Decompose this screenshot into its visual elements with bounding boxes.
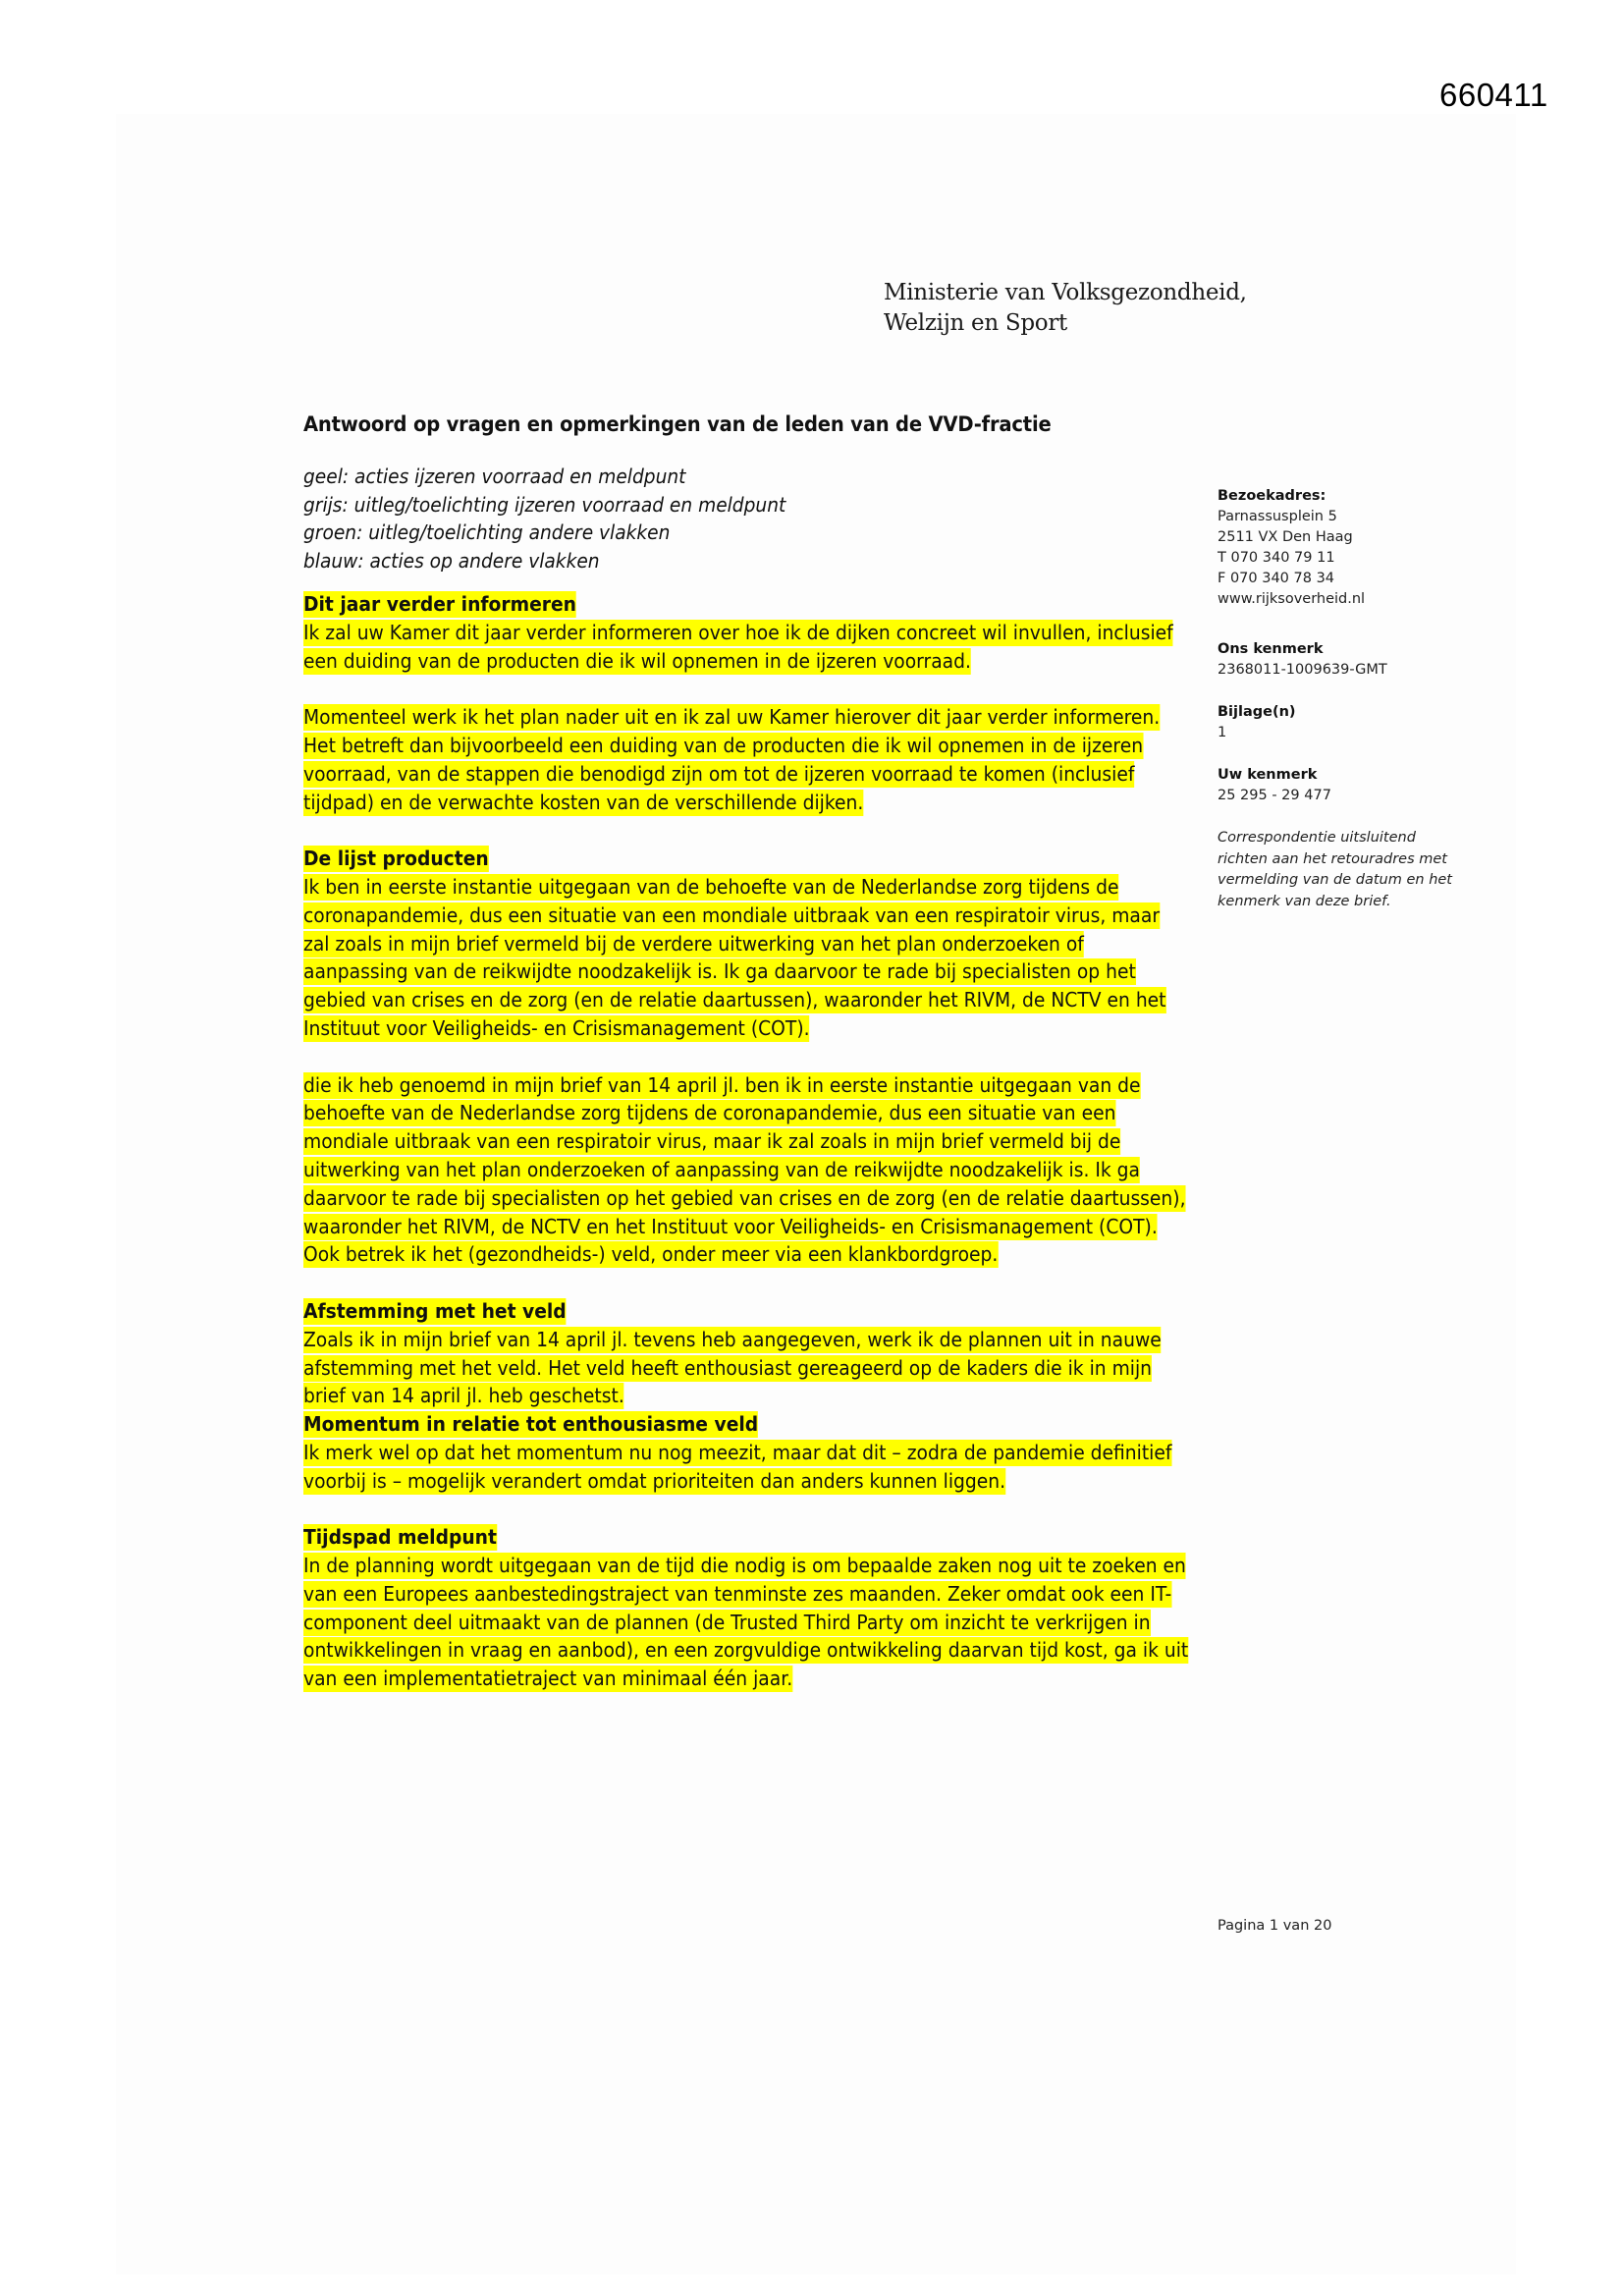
section-heading: Dit jaar verder informeren [303,592,576,616]
section-tijdspad-meldpunt [303,1523,1187,1693]
ministry-letterhead [884,278,1247,339]
phone-line: T 070 340 79 11 [1218,550,1335,566]
color-legend [303,463,1187,574]
section-heading: Afstemming met het veld [303,1298,567,1323]
section-paragraph: die ik heb genoemd in mijn brief van 14 april jl. ben ik in eerste instantie uitgegaan van de behoefte van de Nederlandse zorg tijdens de coronapandemie, dus een situatie van een mondiale uitbraak van een respiratoir virus, maar ik zal zoals in mijn brief vermeld bij de uitwerking van het plan onderzoeken of aanpassing van de reikwijdte noodzakelijk is. Ik ga daarvoor te rade bij specialisten op het gebied van crises en de zorg (en de relatie daartussen), waaronder het RIVM, de NCTV en het Instituut voor Veiligheids- en Crisismanagement (COT). Ook betrek ik het (gezondheids-) veld, onder meer via een klankbordgroep. [303,1072,1186,1267]
section-heading: De lijst producten [303,847,489,871]
legend-item-yellow: geel: acties ijzeren voorraad en meldpunt [303,465,686,488]
page-title: Antwoord op vragen en opmerkingen van de leden van de VVD-fractie [303,412,1052,436]
legend-item-blue: blauw: acties op andere vlakken [303,548,600,573]
ministry-line: Ministerie van Volksgezondheid, [884,280,1247,305]
ministry-line: Welzijn en Sport [884,310,1067,336]
section-dit-jaar-verder-informeren [303,590,1187,816]
letter-sidebar [1218,486,1512,912]
address-line: 2511 VX Den Haag [1218,529,1353,545]
attachments-label: Bijlage(n) [1218,704,1296,720]
our-reference-value: 2368011-1009639-GMT [1218,662,1387,678]
section-paragraph: In de planning wordt uitgegaan van de tijd die nodig is om bepaalde zaken nog uit te zoeken en van een Europees aanbestedingstraject van tenminste zes maanden. Zeker omdat ook een IT-component deel uitmaakt van de plannen (de Trusted Third Party om inzicht te verkrijgen in ontwikkelingen in vraag en aanbod), en een zorgvuldige ontwikkeling daarvan tijd kost, ga ik uit van een implementatietraject van minimaal één jaar. [303,1554,1189,1691]
legend-item-grey: grijs: uitleg/toelichting ijzeren voorraad en meldpunt [303,492,786,517]
our-reference-label: Ons kenmerk [1218,641,1324,657]
section-momentum [303,1410,1187,1495]
your-reference-value: 25 295 - 29 477 [1218,788,1331,803]
legend-item-green: groen: uitleg/toelichting andere vlakken [303,520,671,544]
your-reference [1218,765,1512,806]
section-paragraph: Ik merk wel op dat het momentum nu nog meezit, maar dat dit – zodra de pandemie definitief voorbij is – mogelijk verandert omdat prioriteiten dan anders kunnen liggen. [303,1440,1172,1493]
correspondence-note: Correspondentie uitsluitend richten aan het retouradres met vermelding van de datum en het kenmerk van deze brief. [1218,830,1452,909]
website-link[interactable]: www.rijksoverheid.nl [1218,591,1366,607]
visit-address-label: Bezoekadres: [1218,488,1326,504]
section-afstemming-met-het-veld [303,1297,1187,1410]
letter-body [303,412,1187,1693]
address-line: Parnassusplein 5 [1218,509,1337,524]
section-paragraph: Zoals ik in mijn brief van 14 april jl. tevens heb aangegeven, werk ik de plannen uit in nauwe afstemming met het veld. Het veld heeft enthousiast gereageerd op de kaders die ik in mijn brief van 14 april jl. heb geschetst. [303,1327,1162,1408]
our-reference [1218,639,1512,681]
attachments [1218,702,1512,743]
attachments-value: 1 [1218,725,1227,740]
section-paragraph: Momenteel werk ik het plan nader uit en ik zal uw Kamer hierover dit jaar verder informeren. Het betreft dan bijvoorbeeld een duiding van de producten die ik wil opnemen in de ijzeren voorraad, van de stappen die benodigd zijn om tot de ijzeren voorraad te komen (inclusief tijdpad) en de verwachte kosten van de verschillende dijken. [303,705,1161,814]
page-number: Pagina 1 van 20 [1218,1918,1332,1934]
your-reference-label: Uw kenmerk [1218,767,1318,783]
section-paragraph: Ik ben in eerste instantie uitgegaan van de behoefte van de Nederlandse zorg tijdens de coronapandemie, dus een situatie van een mondiale uitbraak van een respiratoir virus, maar zal zoals in mijn brief vermeld bij de verdere uitwerking van het plan onderzoeken of aanpassing van de reikwijdte noodzakelijk is. Ik ga daarvoor te rade bij specialisten op het gebied van crises en de zorg (en de relatie daartussen), waaronder het RIVM, de NCTV en het Instituut voor Veiligheids- en Crisismanagement (COT). [303,874,1166,1040]
section-paragraph: Ik zal uw Kamer dit jaar verder informeren over hoe ik de dijken concreet wil invullen, inclusief een duiding van de producten die ik wil opnemen in de ijzeren voorraad. [303,620,1173,673]
document-id: 660411 [1439,77,1548,113]
section-heading: Tijdspad meldpunt [303,1525,497,1550]
fax-line: F 070 340 78 34 [1218,571,1335,586]
section-heading: Momentum in relatie tot enthousiasme veld [303,1412,759,1437]
visit-address [1218,486,1512,610]
section-de-lijst-producten [303,845,1187,1269]
